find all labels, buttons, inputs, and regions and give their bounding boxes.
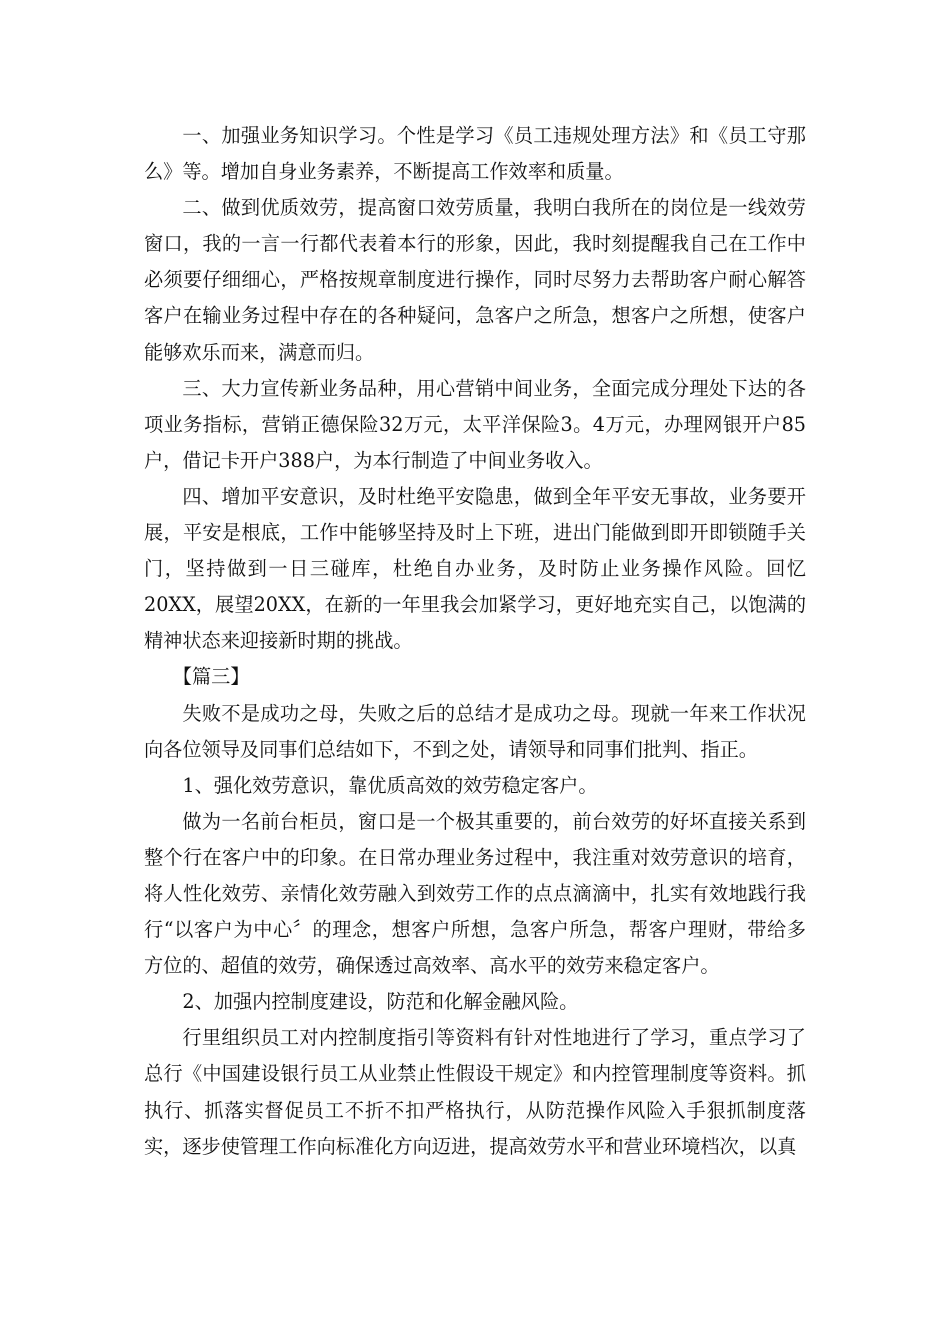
paragraph-1: 一、加强业务知识学习。个性是学习《员工违规处理方法》和《员工守那么》等。增加自身业务素养，不断提高工作效率和质量。 xyxy=(144,124,806,184)
paragraph-4: 四、增加平安意识，及时杜绝平安隐患，做到全年平安无事故，业务要开展，平安是根底，工作中能够坚持及时上下班，进出门能做到即开即锁随手关门，坚持做到一日三碰库，杜绝自办业务，及时防止业务操作风险。回忆20XX，展望20XX，在新的一年里我会加紧学习，更好地充实自己，以饱满的精神状态来迎接新时期的挑战。 xyxy=(144,484,806,653)
paragraph-5: 失败不是成功之母，失败之后的总结才是成功之母。现就一年来工作状况向各位领导及同事们总结如下，不到之处，请领导和同事们批判、指正。 xyxy=(144,701,806,761)
paragraph-2: 二、做到优质效劳，提高窗口效劳质量，我明白我所在的岗位是一线效劳窗口，我的一言一行都代表着本行的形象，因此，我时刻提醒我自己在工作中必须要仔细细心，严格按规章制度进行操作，同时尽努力去帮助客户耐心解答客户在输业务过程中存在的各种疑问，急客户之所急，想客户之所想，使客户能够欢乐而来，满意而归。 xyxy=(144,196,806,364)
paragraph-8: 2、加强内控制度建设，防范和化解金融风险。 xyxy=(182,990,579,1014)
paragraph-6: 1、强化效劳意识，靠优质高效的效劳稳定客户。 xyxy=(182,773,598,797)
document-body xyxy=(144,118,806,1165)
paragraph-3: 三、大力宣传新业务品种，用心营销中间业务，全面完成分理处下达的各项业务指标，营销正德保险32万元，太平洋保险3。4万元，办理网银开户85户，借记卡开户388户，为本行制造了中间业务收入。 xyxy=(144,376,806,472)
section-heading: 【篇三】 xyxy=(172,665,250,689)
paragraph-7: 做为一名前台柜员，窗口是一个极其重要的，前台效劳的好坏直接关系到整个行在客户中的印象。在日常办理业务过程中，我注重对效劳意识的培育，将人性化效劳、亲情化效劳融入到效劳工作的点点滴滴中，扎实有效地践行我行“以客户为中心〞的理念，想客户所想，急客户所急，帮客户理财，带给多方位的、超值的效劳，确保透过高效率、高水平的效劳来稳定客户。 xyxy=(144,809,806,978)
paragraph-9: 行里组织员工对内控制度指引等资料有针对性地进行了学习，重点学习了总行《中国建设银行员工从业禁止性假设干规定》和内控管理制度等资料。抓执行、抓落实督促员工不折不扣严格执行，从防范操作风险入手狠抓制度落实，逐步使管理工作向标准化方向迈进，提高效劳水平和营业环境档次，以真 xyxy=(144,1026,806,1158)
